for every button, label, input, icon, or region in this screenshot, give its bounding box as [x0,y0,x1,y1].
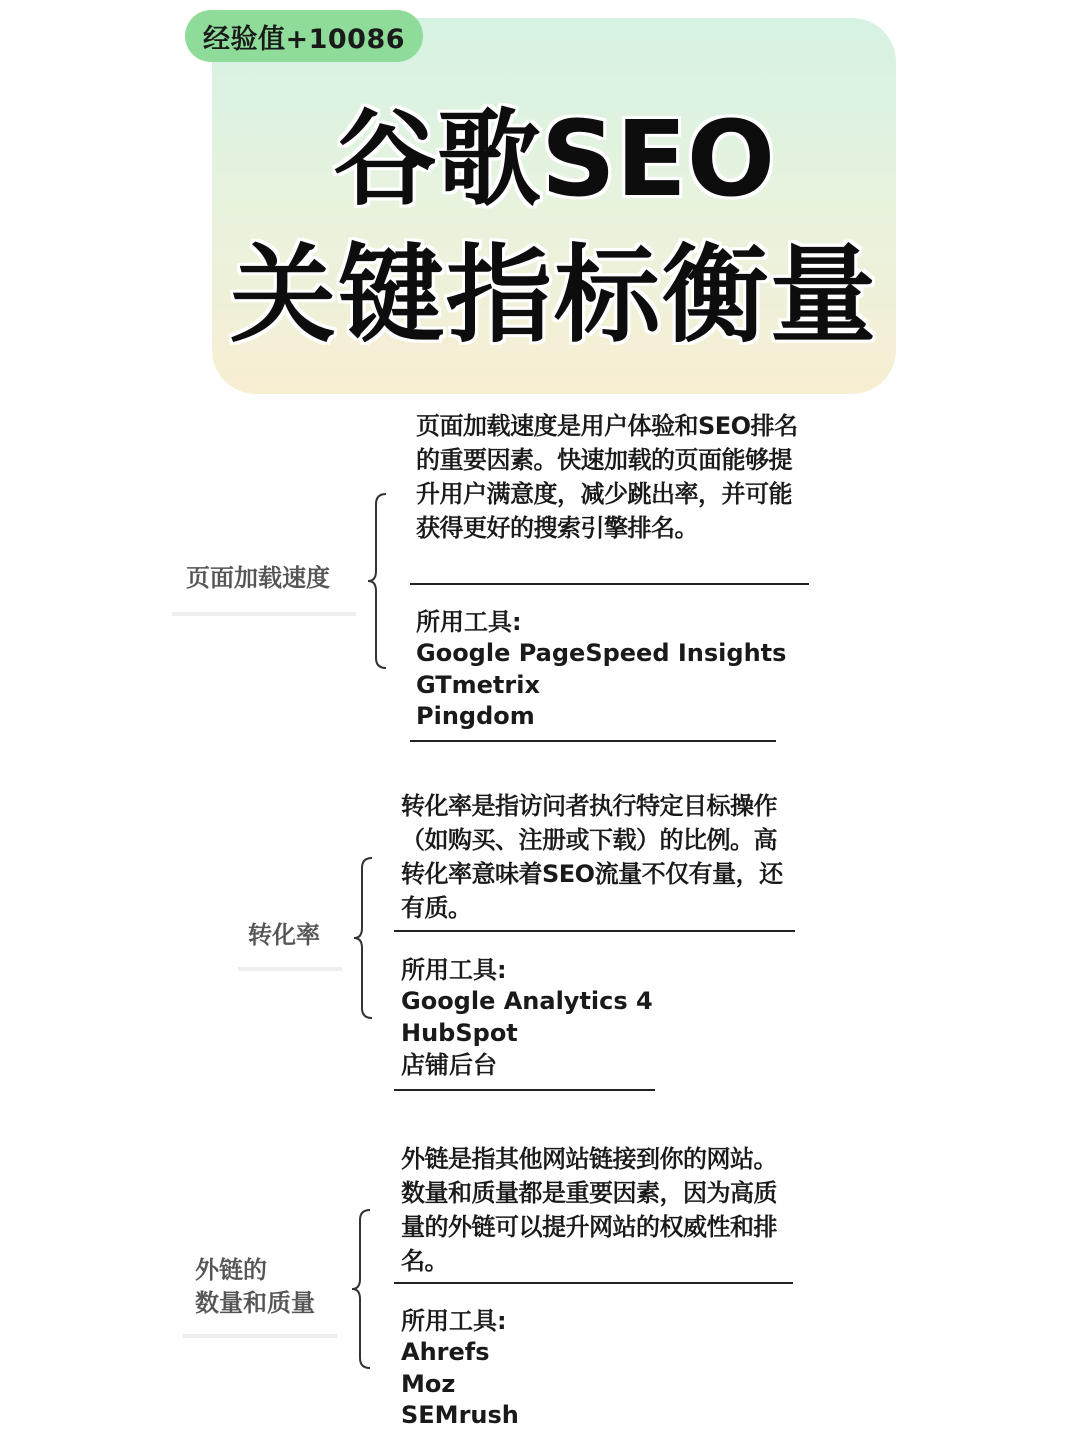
section-description: 页面加载速度是用户体验和SEO排名的重要因素。快速加载的页面能够提升用户满意度，减少跳出率，并可能获得更好的搜索引擎排名。 [416,412,798,542]
section-label: 页面加载速度 [186,564,330,592]
section-label: 转化率 [248,921,320,949]
divider-rule [394,930,795,932]
curly-brace-icon [352,856,376,1020]
section-description: 转化率是指访问者执行特定目标操作（如购买、注册或下载）的比例。高转化率意味着SEO流量不仅有量，还有质。 [401,792,783,922]
tool-item: 店铺后台 [401,1051,497,1079]
tools-heading: 所用工具: [401,1307,507,1335]
label-underline [238,967,342,971]
label-underline [172,612,356,616]
tool-item: Google PageSpeed Insights [416,639,787,667]
label-underline [183,1334,337,1338]
tool-item: Ahrefs [401,1338,490,1366]
tool-item: Pingdom [416,702,535,730]
tools-heading: 所用工具: [416,608,522,636]
divider-rule [394,1282,793,1284]
curly-brace-icon [350,1208,374,1370]
tool-item: HubSpot [401,1019,518,1047]
tool-item: Moz [401,1370,456,1398]
divider-rule [410,583,809,585]
section-description: 外链是指其他网站链接到你的网站。数量和质量都是重要因素，因为高质量的外链可以提升网站的权威性和排名。 [401,1145,777,1275]
xp-badge: 经验值+10086 [185,10,423,62]
page-title-line-2: 关键指标衡量 [230,234,878,357]
tool-item: SEMrush [401,1401,519,1429]
curly-brace-icon [366,492,390,670]
tool-item: Google Analytics 4 [401,987,653,1015]
divider-rule [410,740,776,742]
page-title-line-1: 谷歌SEO [332,98,776,220]
section-label-line-1: 外链的 [195,1256,267,1284]
tools-heading: 所用工具: [401,956,507,984]
divider-rule [394,1089,655,1091]
tool-item: GTmetrix [416,671,540,699]
section-label-line-2: 数量和质量 [195,1289,315,1317]
